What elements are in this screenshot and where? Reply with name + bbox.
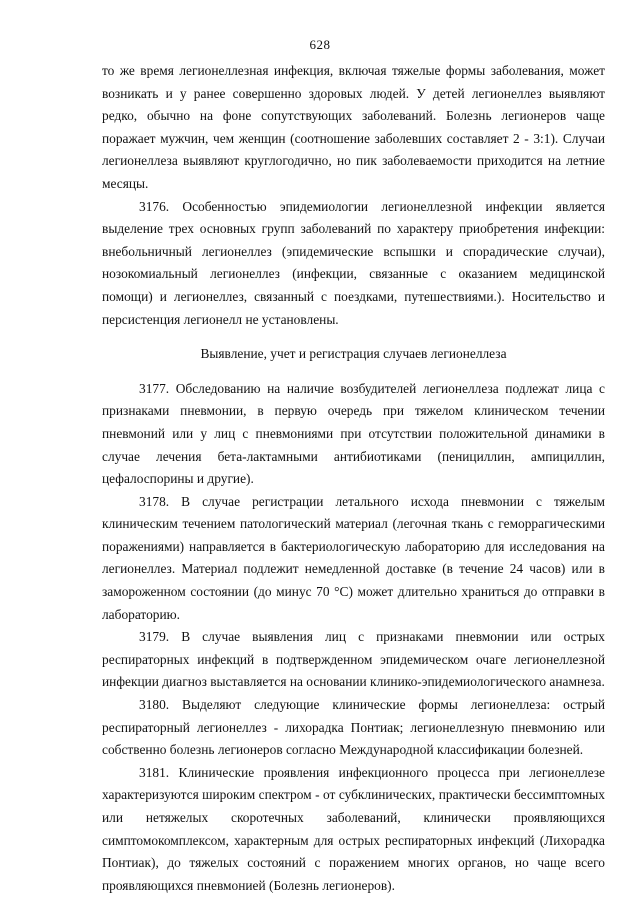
paragraph-3178: 3178. В случае регистрации летального исхода пневмонии с тяжелым клиническим течением патологический материал (легочная ткань с геморрагическими поражениями) направляется в бактериологическую лабораторию для исследования на легионеллез. Материал подлежит немедленной доставке (в течение 24 часов) или в замороженном состоянии (до минус 70 °С) может длительно храниться до отправки в лабораторию. — [102, 493, 605, 622]
paragraph-continuation: то же время легионеллезная инфекция, включая тяжелые формы заболевания, может возникать и у ранее совершенно здоровых людей. У детей легионеллез выявляют редко, обычно на фоне сопутствующих заболеваний. Болезнь легионеров чаще поражает мужчин, чем женщин (соотношение заболевших составляет 2 - 3:1). Случаи легионеллеза выявляют круглогодично, но пик заболеваемости приходится на летние месяцы. — [102, 63, 605, 191]
paragraph-3179: 3179. В случае выявления лиц с признаками пневмонии или острых респираторных инфекций в подтвержденном эпидемическом очаге легионеллезной инфекции диагноз выставляется на основании клинико-эпидемиологического анамнеза. — [102, 629, 605, 690]
paragraph-3177: 3177. Обследованию на наличие возбудителей легионеллеза подлежат лица с признаками пневмонии, в первую очередь при тяжелом клиническом течении пневмоний или у лиц с пневмониями при отсутствии положительной динамики в случае лечения бета-лактамными антибиотиками (пенициллин, ампициллин, цефалоспорины и другие). — [102, 380, 605, 487]
paragraph-3176: 3176. Особенностью эпидемиологии легионеллезной инфекции является выделение трех основных групп заболеваний по характеру приобретения инфекции: внебольничный легионеллез (эпидемические вспышки и спорадические случаи), нозокомиальный легионеллез (инфекции, связанные с оказанием медицинской помощи) и легионеллез, связанный с поездками, путешествиями.). Носительство и персистенция легионелл не установлены. — [102, 198, 605, 327]
page-body — [102, 60, 605, 897]
paragraph-3180: 3180. Выделяют следующие клинические формы легионеллеза: острый респираторный легионеллез - лихорадка Понтиак; легионеллезную пневмонию или собственно болезнь легионеров согласно Международной классификации болезней. — [102, 697, 605, 758]
section-heading: Выявление, учет и регистрация случаев легионеллеза — [200, 346, 507, 362]
page-number: 628 — [309, 37, 331, 52]
paragraph-3181: 3181. Клинические проявления инфекционного процесса при легионеллезе характеризуются широким спектром - от субклинических, практически бессимптомных или нетяжелых скоротечных заболеваний, клинически проявляющихся симптомокомплексом, характерным для острых респираторных инфекций (Лихорадка Понтиак), до тяжелых состояний с поражением многих органов, но чаще всего проявляющихся пневмонией (Болезнь легионеров). — [102, 764, 605, 893]
